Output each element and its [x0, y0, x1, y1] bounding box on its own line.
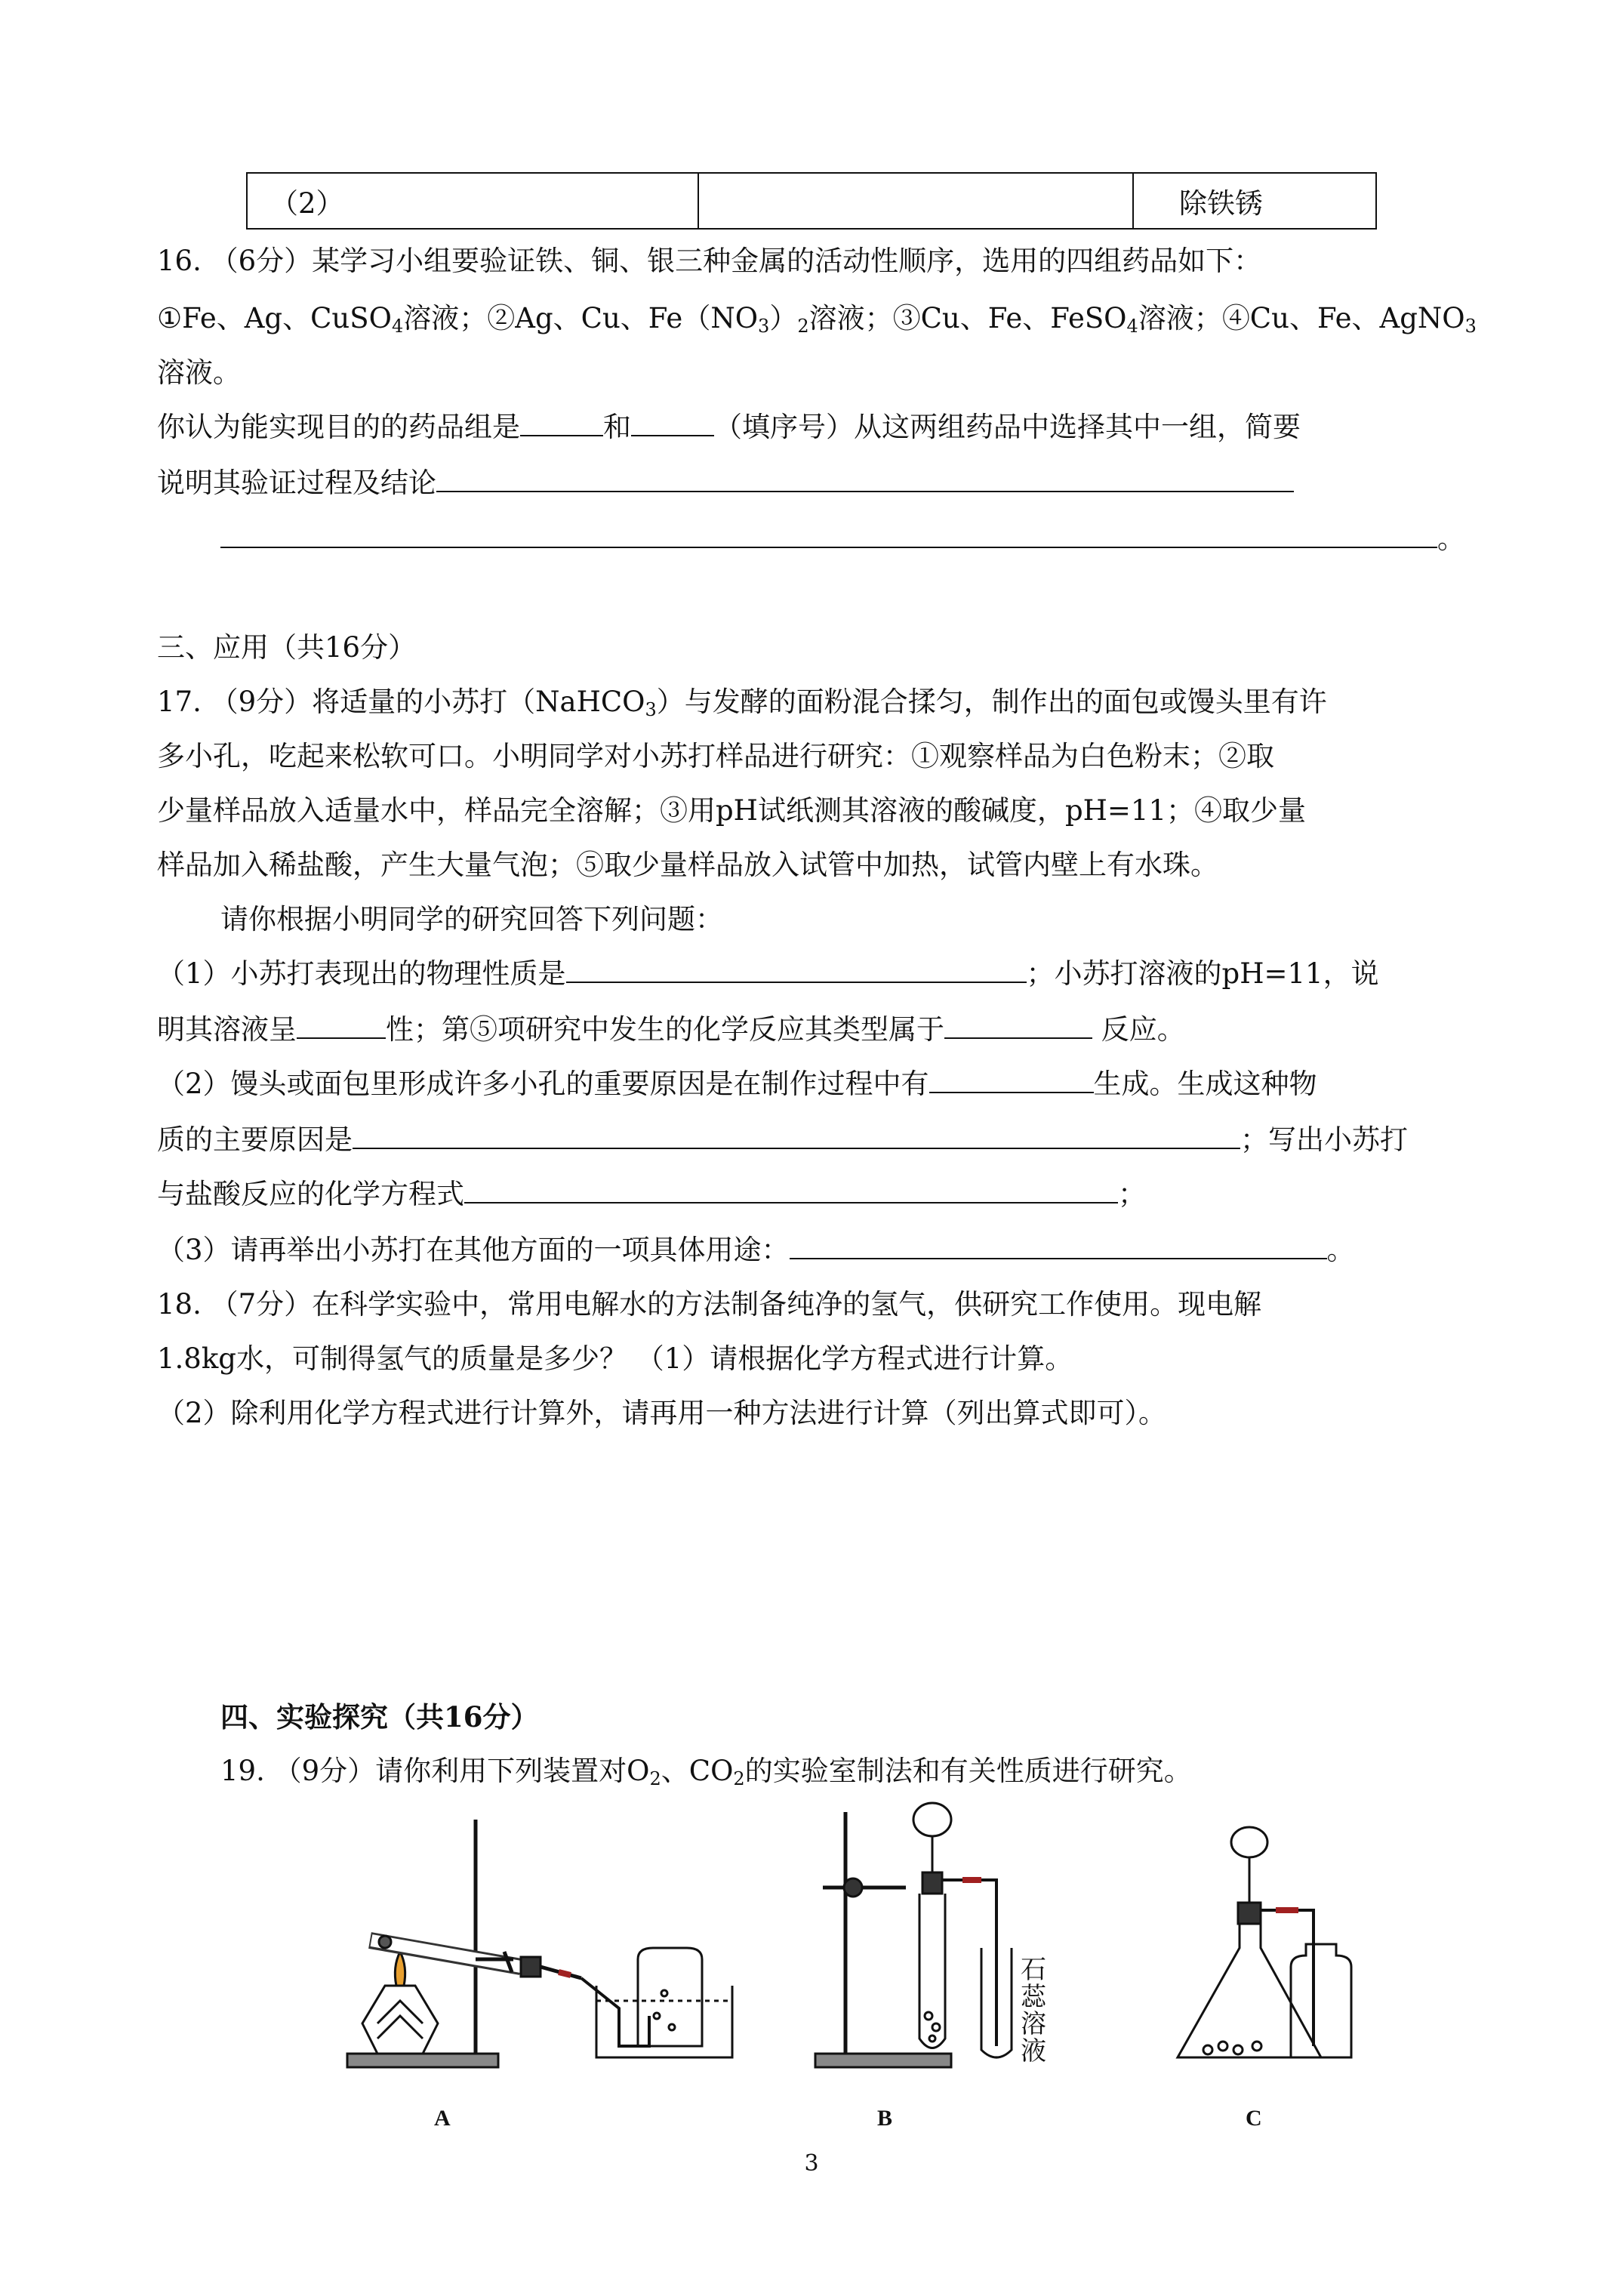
q17-part-2-eq: 与盐酸反应的化学方程式 ；	[157, 1178, 1146, 1210]
answer-blank[interactable]	[520, 409, 603, 436]
apparatus-b	[815, 1803, 1012, 2067]
answer-blank[interactable]	[464, 1176, 1118, 1203]
label-a: A	[434, 2106, 451, 2131]
q17-part-1: （1）小苏打表现出的物理性质是 ；小苏打溶液的pH=11，说	[157, 957, 1379, 990]
apparatus-c	[1178, 1827, 1351, 2057]
table-row	[246, 172, 1377, 230]
apparatus-figure	[332, 1797, 1359, 2144]
q17-part-1-cont: 明其溶液呈 性；第⑤项研究中发生的化学反应其类型属于 反应。	[157, 1013, 1185, 1046]
q17-line-1: 17. （9分）将适量的小苏打（NaHCO$_3$）与发酵的面粉混合揉匀，制作出的面包或馒头里有许	[157, 686, 1327, 720]
q16-line-1: 16. （6分）某学习小组要验证铁、铜、银三种金属的活动性顺序，选用的四组药品如下：	[157, 245, 1262, 277]
litmus-label: 液	[1021, 2038, 1046, 2066]
q17-part-2: （2）馒头或面包里形成许多小孔的重要原因是在制作过程中有 生成。生成这种物	[157, 1068, 1317, 1100]
q17-part-3: （3）请再举出小苏打在其他方面的一项具体用途： 。	[157, 1234, 1355, 1266]
q16-line-4: 你认为能实现目的的药品组是 和 （填序号）从这两组药品中选择其中一组，简要	[157, 411, 1301, 443]
q17-part-2-cont: 质的主要原因是 ；写出小苏打	[157, 1123, 1408, 1156]
table-cell	[698, 173, 1133, 229]
q19-line-1: 19. （9分）请你利用下列装置对$O_2$、$CO_2$的实验室制法和有关性质进行研究。	[220, 1755, 1192, 1789]
answer-blank[interactable]	[220, 521, 1437, 548]
q17-line-4: 样品加入稀盐酸，产生大量气泡；⑤取少量样品放入试管中加热，试管内壁上有水珠。	[157, 849, 1218, 881]
q17-line-2: 多小孔，吃起来松软可口。小明同学对小苏打样品进行研究：①观察样品为白色粉末；②取	[157, 740, 1274, 772]
answer-blank[interactable]	[297, 1012, 386, 1039]
table-cell: 除铁锈	[1133, 173, 1376, 229]
answer-blank[interactable]	[436, 465, 1294, 492]
q16-options: ①Fe、Ag、CuSO$_4$溶液；②Ag、Cu、$Fe(NO_3)_2$溶液；③Cu、Fe、FeSO$_4$溶液；④Cu、Fe、AgNO$_3$	[157, 302, 1477, 337]
answer-blank[interactable]	[566, 956, 1027, 983]
answer-blank[interactable]	[353, 1122, 1240, 1149]
q16-line-3: 溶液。	[157, 356, 241, 389]
litmus-label: 蕊	[1021, 1983, 1046, 2011]
q17-line-5: 请你根据小明同学的研究回答下列问题：	[220, 903, 723, 935]
section-title: 三、应用（共16分）	[157, 631, 417, 664]
label-c: C	[1246, 2106, 1262, 2131]
page-number: 3	[804, 2150, 819, 2177]
q18-line-2: 1.8kg水，可制得氢气的质量是多少？ （1）请根据化学方程式进行计算。	[157, 1342, 1073, 1375]
section-title: 四、实验探究（共16分）	[220, 1700, 539, 1734]
q18-line-3: （2）除利用化学方程式进行计算外，请再用一种方法进行计算（列出算式即可）。	[157, 1397, 1167, 1429]
label-b: B	[877, 2106, 893, 2131]
answer-blank[interactable]	[790, 1232, 1327, 1259]
apparatus-a	[347, 1820, 732, 2067]
answer-blank[interactable]	[631, 409, 714, 436]
table-cell: （2）	[247, 173, 698, 229]
litmus-label: 石	[1021, 1956, 1046, 1984]
q16-line-5: 说明其验证过程及结论	[157, 465, 1294, 501]
q18-line-1: 18. （7分）在科学实验中，常用电解水的方法制备纯净的氢气，供研究工作使用。现电解	[157, 1288, 1262, 1321]
answer-blank[interactable]	[944, 1012, 1092, 1039]
q17-line-3: 少量样品放入适量水中，样品完全溶解；③用pH试纸测其溶液的酸碱度，pH=11；④取少量	[157, 794, 1306, 827]
answer-blank[interactable]	[929, 1066, 1094, 1093]
q16-line-6: 。	[220, 521, 1465, 557]
litmus-label: 溶	[1021, 2011, 1046, 2039]
